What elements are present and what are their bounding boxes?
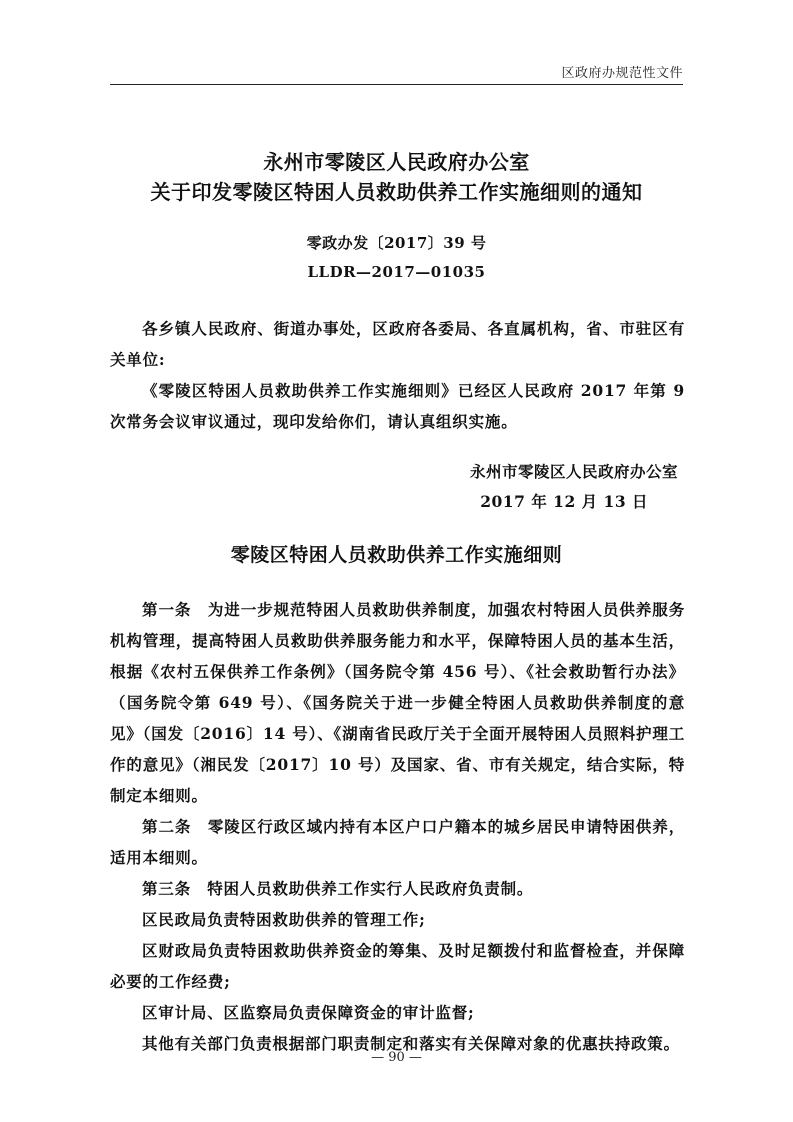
- article-2: 第二条 零陵区行政区域内持有本区户口户籍本的城乡居民申请特困供养，适用本细则。: [110, 817, 685, 867]
- running-header: 区政府办规范性文件: [561, 66, 683, 81]
- rules-title: 零陵区特困人员救助供养工作实施细则: [230, 544, 563, 566]
- issue-date: 2017 年 12 月 13 日: [480, 492, 648, 511]
- article-3-audit: 区审计局、区监察局负责保障资金的审计监督;: [142, 1003, 475, 1022]
- issuer: 永州市零陵区人民政府办公室: [469, 462, 678, 481]
- notice-body: 《零陵区特困人员救助供养工作实施细则》已经区人民政府 2017 年第 9 次常务会议审议通过，现印发给你们，请认真组织实施。: [110, 381, 685, 431]
- addressee: 各乡镇人民政府、街道办事处，区政府各委局、各直属机构，省、市驻区有关单位:: [110, 319, 685, 369]
- article-3-civil-affairs: 区民政局负责特困救助供养的管理工作;: [142, 910, 426, 929]
- article-3: 第三条 特困人员救助供养工作实行人民政府负责制。: [142, 879, 534, 898]
- document-number: 零政办发〔2017〕39 号: [306, 234, 487, 252]
- notice-title-line1: 永州市零陵区人民政府办公室: [263, 150, 530, 174]
- registration-number: LLDR—2017—01035: [307, 263, 486, 281]
- article-1: 第一条 为进一步规范特困人员救助供养制度，加强农村特困人员供养服务机构管理，提高特困人员救助供养服务能力和水平，保障特困人员的基本生活，根据《农村五保供养工作条例》（国务院令第 456 号）、《社会救助暂行办法》（国务院令第 649 号）、《国务院关于进一步健全特困人员救助供养制度的意见》（国发〔2016〕14 号）、《湖南省民政厅关于全面开展特困人员照料护理工作的意见》（湘民发〔2017〕10 号）及国家、省、市有关规定，结合实际，特制定本细则。: [110, 600, 685, 805]
- article-3-other-departments: 其他有关部门负责根据部门职责制定和落实有关保障对象的优惠扶持政策。: [142, 1034, 680, 1053]
- header-divider: [110, 84, 683, 85]
- notice-title-line2: 关于印发零陵区特困人员救助供养工作实施细则的通知: [150, 180, 643, 204]
- article-3-finance: 区财政局负责特困救助供养资金的筹集、及时足额拨付和监督检查，并保障必要的工作经费;: [110, 941, 685, 991]
- page-number: — 90 —: [371, 1050, 422, 1065]
